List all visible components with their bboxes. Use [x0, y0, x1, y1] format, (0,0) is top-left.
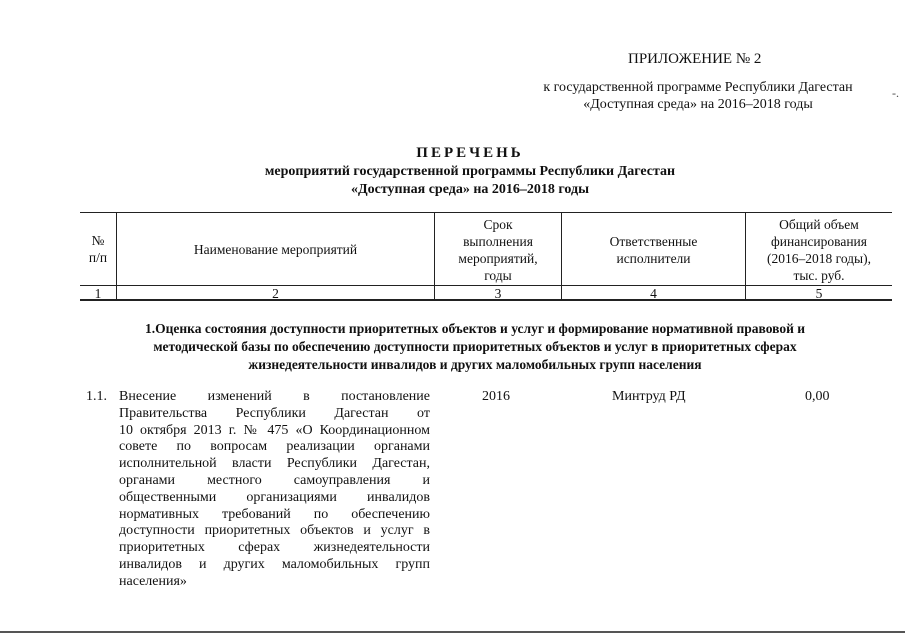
header-text: исполнители — [616, 251, 691, 266]
header-text: финансирования — [771, 234, 867, 249]
section-heading-line: методической базы по обеспечению доступности приоритетных объектов и услуг в приоритетных сферах — [153, 339, 797, 354]
header-text: Ответственные — [609, 234, 698, 249]
row-number: 1.1. — [86, 389, 107, 404]
program-reference-line: к государственной программе Республики Дагестан — [543, 80, 853, 95]
subtitle-line: мероприятий государственной программы Республики Дагестан — [264, 164, 676, 179]
header-cell-number — [80, 232, 116, 266]
activity-line: населения» — [119, 573, 187, 589]
header-text: мероприятий, — [458, 251, 538, 266]
program-reference-line: «Доступная среда» на 2016–2018 годы — [583, 97, 813, 112]
activity-line: 10 октября 2013 г. № 475 «О Координационном — [119, 422, 430, 438]
column-number: 5 — [815, 286, 823, 301]
section-heading-line: 1.Оценка состояния доступности приоритетных объектов и услуг и формирование нормативной правовой и — [144, 321, 806, 336]
row-executor: Минтруд РД — [612, 389, 686, 404]
header-text: Срок — [483, 217, 513, 232]
row-year: 2016 — [482, 389, 510, 404]
section-heading-line: жизнедеятельности инвалидов и других маломобильных групп населения — [248, 357, 702, 372]
row-activity-name — [119, 389, 430, 591]
scan-bottom-edge — [0, 631, 905, 633]
header-text: Наименование мероприятий — [193, 242, 358, 257]
header-text: выполнения — [463, 234, 533, 249]
margin-mark: -. — [892, 86, 899, 100]
column-number: 4 — [650, 286, 657, 301]
activity-line: приоритетных сферах жизнедеятельности — [119, 540, 430, 556]
document-title: ПЕРЕЧЕНЬ — [416, 145, 524, 161]
header-text: тыс. руб. — [793, 268, 845, 283]
program-reference — [528, 79, 868, 113]
activity-line: органами местного самоуправления и — [119, 472, 430, 488]
header-text: годы — [484, 268, 512, 283]
table-top-border — [80, 212, 892, 213]
activity-line: совете по вопросам реализации органами — [119, 439, 430, 455]
activity-line: Правительства Республики Дагестан от — [119, 405, 430, 421]
header-text: п/п — [88, 250, 108, 265]
activity-line: инвалидов и других маломобильных групп — [119, 556, 430, 572]
header-text: № — [91, 233, 105, 248]
header-cell-executors — [562, 233, 745, 267]
activity-line: исполнительной власти Республики Дагестан, — [119, 456, 430, 472]
header-cell-name — [117, 241, 434, 258]
appendix-label: ПРИЛОЖЕНИЕ № 2 — [628, 51, 762, 67]
section-heading — [80, 320, 870, 374]
header-cell-funding — [746, 216, 892, 284]
activity-line: нормативных требований по обеспечению — [119, 506, 430, 522]
activity-line: Внесение изменений в постановление — [119, 389, 430, 404]
document-subtitle — [180, 163, 760, 199]
header-cell-deadline — [435, 216, 561, 284]
column-number: 3 — [494, 286, 502, 301]
activity-line: общественными организациями инвалидов — [119, 489, 430, 505]
row-funding-amount: 0,00 — [805, 389, 830, 404]
column-number: 2 — [272, 286, 279, 301]
activity-line: доступности приоритетных объектов и услуг в — [119, 523, 430, 539]
subtitle-line: «Доступная среда» на 2016–2018 годы — [350, 182, 590, 197]
header-text: Общий объем — [779, 217, 859, 232]
header-text: (2016–2018 годы), — [767, 251, 871, 266]
column-number: 1 — [94, 286, 102, 301]
